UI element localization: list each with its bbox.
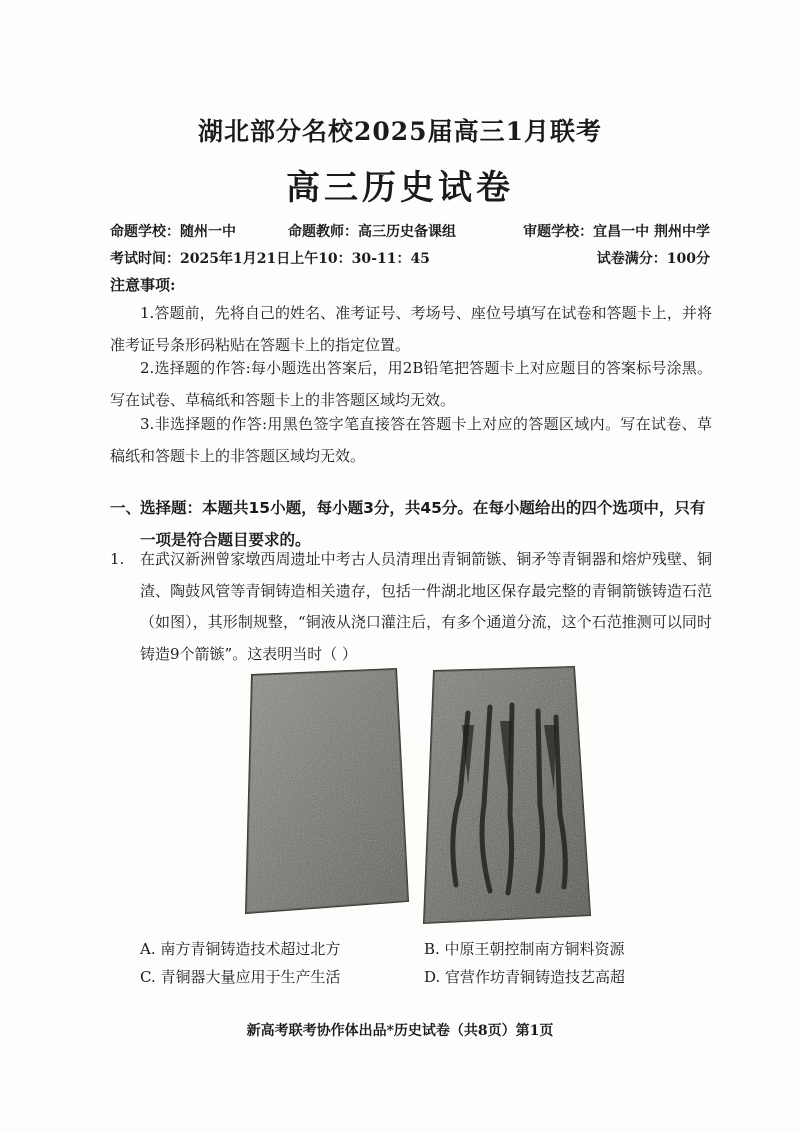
section-number: 一、 [110, 499, 142, 517]
stone-mold-photo [238, 665, 598, 925]
notice-item-2: 2.选择题的作答:每小题选出答案后，用2B铅笔把答题卡上对应题目的答案标号涂黑。写在试卷、草稿纸和答题卡上的非答题区域均无效。 [110, 359, 712, 409]
meta-teacher: 命题教师：高三历史备课组 [288, 224, 456, 240]
meta-time: 考试时间：2025年1月21日上午10：30-11：45 [110, 251, 430, 267]
option-d[interactable]: D. 官营作坊青铜铸造技艺高超 [424, 968, 626, 986]
section-text: 选择题：本题共15小题，每小题3分，共45分。在每小题给出的四个选项中，只有一项是符合题目要求的。 [140, 499, 706, 549]
exam-subtitle: 高三历史试卷 [286, 168, 514, 208]
question-stem: 在武汉新洲曾家墩西周遗址中考古人员清理出青铜箭镞、铜矛等青铜器和熔炉残壁、铜渣、陶鼓风管等青铜铸造相关遗存，包括一件湖北地区保存最完整的青铜箭镞铸造石范（如图），其形制规整，“铜液从浇口灌注后，有多个通道分流，这个石范推测可以同时铸造9个箭镞”。这表明当时（ ） [140, 550, 712, 663]
option-a[interactable]: A. 南方青铜铸造技术超过北方 [140, 940, 341, 958]
option-b[interactable]: B. 中原王朝控制南方铜料资源 [424, 940, 625, 958]
notice-item-3: 3.非选择题的作答:用黑色签字笔直接答在答题卡上对应的答题区域内。写在试卷、草稿纸和答题卡上的非答题区域均无效。 [110, 415, 712, 465]
page-footer: 新高考联考协作体出品*历史试卷（共8页）第1页 [246, 1023, 554, 1039]
question-1 [110, 544, 712, 670]
option-c[interactable]: C. 青铜器大量应用于生产生活 [140, 968, 341, 986]
mold-left-half [246, 669, 408, 913]
notice-item-1: 1.答题前，先将自己的姓名、准考证号、考场号、座位号填写在试卷和答题卡上，并将准考证号条形码粘贴在答题卡上的指定位置。 [110, 304, 712, 354]
mold-right-half [424, 667, 590, 923]
meta-school: 命题学校：随州一中 [110, 224, 236, 240]
meta-score: 试卷满分：100分 [596, 251, 710, 267]
exam-title: 湖北部分名校2025届高三1月联考 [198, 117, 602, 146]
notice-title: 注意事项: [110, 276, 176, 294]
question-number: 1. [110, 550, 125, 568]
meta-reviewer: 审题学校：宜昌一中 荆州中学 [523, 224, 710, 240]
